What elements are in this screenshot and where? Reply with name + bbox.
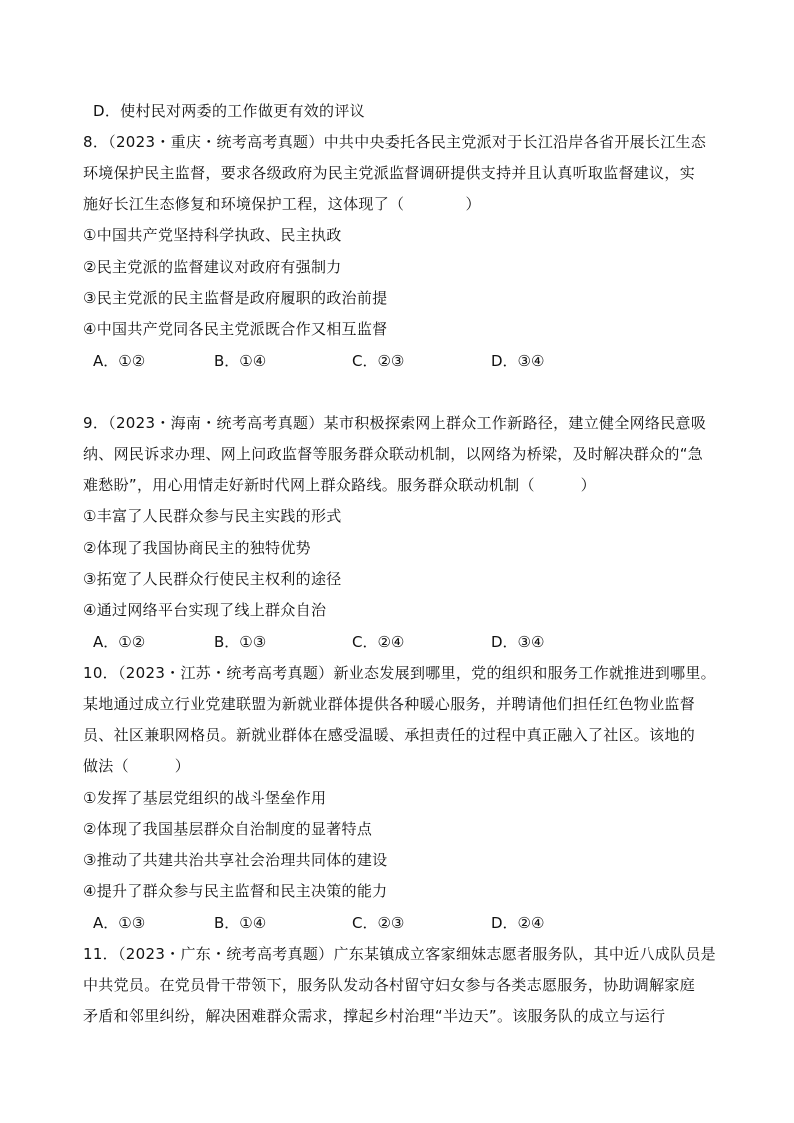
q10-statement-4: ④提升了群众参与民主监督和民主决策的能力 bbox=[83, 882, 388, 900]
q11-stem-line-3: 矛盾和邻里纠纷，解决困难群众需求，撑起乡村治理“半边天”。该服务队的成立与运行 bbox=[83, 1007, 666, 1025]
q9-statement-2: ②体现了我国协商民主的独特优势 bbox=[83, 539, 311, 557]
q8-option-a[interactable]: A．①② bbox=[93, 352, 146, 370]
q10-stem-line-4: 做法（ ） bbox=[83, 757, 191, 775]
q9-option-c[interactable]: C．②④ bbox=[352, 633, 405, 651]
q8-option-c[interactable]: C．②③ bbox=[352, 352, 405, 370]
q9-statement-4: ④通过网络平台实现了线上群众自治 bbox=[83, 601, 327, 619]
q7-option-d: D．使村民对两委的工作做更有效的评议 bbox=[93, 102, 365, 120]
q10-option-b[interactable]: B．①④ bbox=[214, 914, 267, 932]
q10-stem-line-1: 10．（2023・江苏・统考高考真题）新业态发展到哪里，党的组织和服务工作就推进到哪里。 bbox=[83, 664, 716, 682]
q9-statement-3: ③拓宽了人民群众行使民主权利的途径 bbox=[83, 570, 342, 588]
q9-stem-line-3: 难愁盼”，用心用情走好新时代网上群众路线。服务群众联动机制（ ） bbox=[83, 476, 596, 494]
q9-option-a[interactable]: A．①② bbox=[93, 633, 146, 651]
q9-option-d[interactable]: D．③④ bbox=[491, 633, 545, 651]
q10-statement-2: ②体现了我国基层群众自治制度的显著特点 bbox=[83, 820, 373, 838]
q9-statement-1: ①丰富了人民群众参与民主实践的形式 bbox=[83, 507, 342, 525]
q10-statement-1: ①发挥了基层党组织的战斗堡垒作用 bbox=[83, 789, 327, 807]
q9-stem-line-1: 9．（2023・海南・统考高考真题）某市积极探索网上群众工作新路径，建立健全网络民意吸 bbox=[83, 414, 707, 432]
q9-option-b[interactable]: B．①③ bbox=[214, 633, 267, 651]
q8-stem-line-1: 8．（2023・重庆・统考高考真题）中共中央委托各民主党派对于长江沿岸各省开展长江生态 bbox=[83, 133, 707, 151]
q8-statement-3: ③民主党派的民主监督是政府履职的政治前提 bbox=[83, 289, 388, 307]
q10-option-d[interactable]: D．②④ bbox=[491, 914, 545, 932]
q11-stem-line-1: 11．（2023・广东・统考高考真题）广东某镇成立客家细妹志愿者服务队，其中近八成队员是 bbox=[83, 945, 716, 963]
q10-stem-line-2: 某地通过成立行业党建联盟为新就业群体提供各种暖心服务，并聘请他们担任红色物业监督 bbox=[83, 695, 696, 713]
q8-option-d[interactable]: D．③④ bbox=[491, 352, 545, 370]
q9-stem-line-2: 纳、网民诉求办理、网上问政监督等服务群众联动机制，以网络为桥梁，及时解决群众的“急 bbox=[83, 445, 704, 463]
q11-stem-line-2: 中共党员。在党员骨干带领下，服务队发动各村留守妇女参与各类志愿服务，协助调解家庭 bbox=[83, 976, 696, 994]
q8-statement-1: ①中国共产党坚持科学执政、民主执政 bbox=[83, 226, 342, 244]
q8-stem-line-2: 环境保护民主监督，要求各级政府为民主党派监督调研提供支持并且认真听取监督建议，实 bbox=[83, 164, 696, 182]
q10-option-c[interactable]: C．②③ bbox=[352, 914, 405, 932]
q10-stem-line-3: 员、社区兼职网格员。新就业群体在感受温暖、承担责任的过程中真正融入了社区。该地的 bbox=[83, 726, 696, 744]
q10-statement-3: ③推动了共建共治共享社会治理共同体的建设 bbox=[83, 851, 388, 869]
q8-statement-2: ②民主党派的监督建议对政府有强制力 bbox=[83, 258, 342, 276]
q8-statement-4: ④中国共产党同各民主党派既合作又相互监督 bbox=[83, 320, 388, 338]
q10-option-a[interactable]: A．①③ bbox=[93, 914, 146, 932]
q8-option-b[interactable]: B．①④ bbox=[214, 352, 267, 370]
q8-stem-line-3: 施好长江生态修复和环境保护工程，这体现了（ ） bbox=[83, 195, 481, 213]
